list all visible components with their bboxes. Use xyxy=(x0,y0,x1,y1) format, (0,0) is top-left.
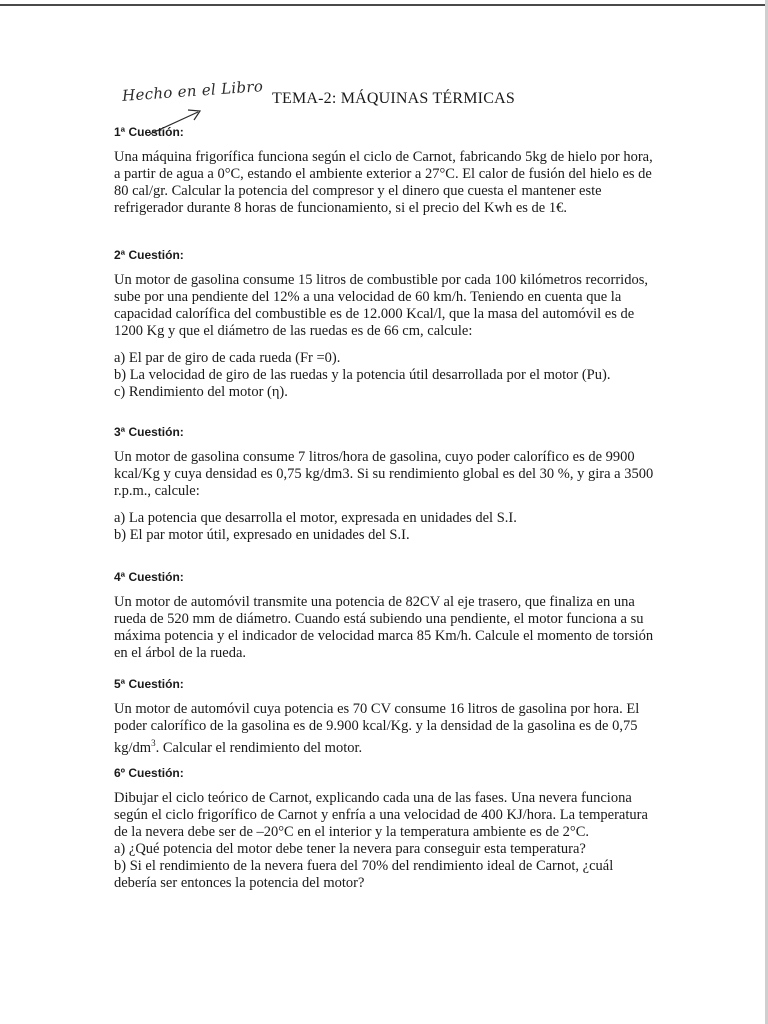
question-heading: 6º Cuestión: xyxy=(114,766,184,780)
question-2 xyxy=(114,248,654,401)
page-title: TEMA-2: MÁQUINAS TÉRMICAS xyxy=(272,90,515,107)
question-heading: 5ª Cuestión: xyxy=(114,677,184,691)
question-text-part: . Calcular el rendimiento del motor. xyxy=(155,739,363,756)
question-items xyxy=(114,350,654,401)
list-item: c) Rendimiento del motor (η). xyxy=(114,384,288,400)
handwritten-note: Hecho en el Libro xyxy=(121,77,264,105)
question-text xyxy=(114,701,654,757)
list-item: b) Si el rendimiento de la nevera fuera del 70% del rendimiento ideal de Carnot, ¿cuál debería ser entonces la potencia del motor? xyxy=(114,858,614,891)
list-item: b) La velocidad de giro de las ruedas y la potencia útil desarrollada por el motor (Pu). xyxy=(114,367,611,383)
list-item: b) El par motor útil, expresado en unidades del S.I. xyxy=(114,527,410,543)
question-heading: 4ª Cuestión: xyxy=(114,570,184,584)
question-3 xyxy=(114,425,654,544)
list-item: a) ¿Qué potencia del motor debe tener la nevera para conseguir esta temperatura? xyxy=(114,841,586,857)
question-items xyxy=(114,510,654,544)
question-items xyxy=(114,841,654,892)
question-5 xyxy=(114,677,654,757)
question-heading: 3ª Cuestión: xyxy=(114,425,184,439)
question-text: Un motor de gasolina consume 7 litros/hora de gasolina, cuyo poder calorífico es de 9900 kcal/Kg y cuya densidad es 0,75 kg/dm3. Si su rendimiento global es del 30 %, y gira a 3500 r.p.m., calcule: xyxy=(114,449,654,499)
question-text: Un motor de gasolina consume 15 litros de combustible por cada 100 kilómetros recorridos, sube por una pendiente del 12% a una velocidad de 60 km/h. Teniendo en cuenta que la capacidad calorífica del combustible es de 12.000 Kcal/l, que la masa del automóvil es de 1200 Kg y que el diámetro de las ruedas es de 66 cm, calcule: xyxy=(114,272,648,339)
superscript: 3 xyxy=(151,738,156,748)
question-4 xyxy=(114,570,654,662)
question-text: Dibujar el ciclo teórico de Carnot, explicando cada una de las fases. Una nevera funciona según el ciclo frigorífico de Carnot y enfría a una velocidad de 400 KJ/hora. La temperatura de la nevera debe ser de –20°C en el interior y la temperatura ambiente es de 2°C. xyxy=(114,790,648,840)
question-1 xyxy=(114,125,654,217)
question-text-part: Un motor de automóvil cuya potencia es 70 CV consume 16 litros de gasolina por hora. El poder calorífico de la gasolina es de 9.900 kcal/Kg. y la densidad de la gasolina es de 0,75 kg/dm xyxy=(114,701,640,756)
list-item: a) La potencia que desarrolla el motor, expresada en unidades del S.I. xyxy=(114,510,517,526)
question-6 xyxy=(114,766,654,892)
scan-edge-top xyxy=(0,4,768,6)
question-text: Una máquina frigorífica funciona según el ciclo de Carnot, fabricando 5kg de hielo por hora, a partir de agua a 0°C, estando el ambiente exterior a 27°C. El calor de fusión del hielo es de 80 cal/gr. Calcular la potencia del compresor y el dinero que cuesta el mantener este refrigerador durante 8 horas de funcionamiento, si el precio del Kwh es de 1€. xyxy=(114,149,653,216)
question-heading: 1ª Cuestión: xyxy=(114,125,184,139)
list-item: a) El par de giro de cada rueda (Fr =0). xyxy=(114,350,341,366)
question-text: Un motor de automóvil transmite una potencia de 82CV al eje trasero, que finaliza en una rueda de 520 mm de diámetro. Cuando está subiendo una pendiente, el motor funciona a su máxima potencia y el indicador de velocidad marca 85 Km/h. Calcule el momento de torsión en el árbol de la rueda. xyxy=(114,594,654,661)
question-heading: 2ª Cuestión: xyxy=(114,248,184,262)
